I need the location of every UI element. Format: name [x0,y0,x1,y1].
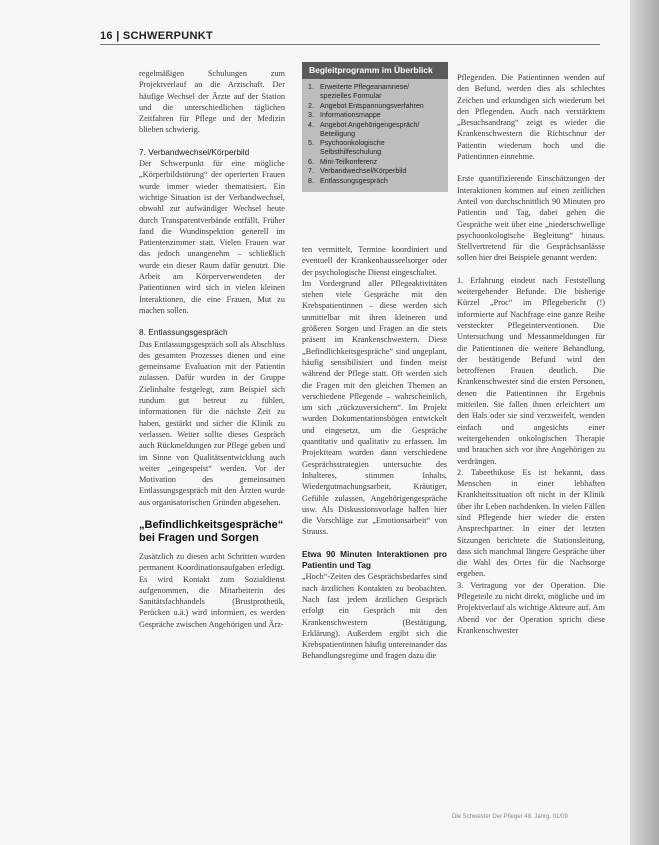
page-gutter [630,0,659,845]
list-item: 3. Informationsmappe [308,111,381,119]
paragraph: Zusätzlich zu diesen acht Schritten wurden permanent Koordinationsaufgaben erledigt. Es wird Kontakt zum Sozialdienst aufgenommen, die Mitarbeiterin des Sanitätsfachhandels (Brustprothetik, Perücken u.ä.) wird informiert, es werden Gespräche zwischen Angehörigen und Ärz- [139,551,285,629]
subheading-interaktionen: Etwa 90 Minuten Interaktionen pro Patientin und Tag [302,548,447,571]
paragraph: 2. Tabeethikose Es ist bekannt, dass Menschen in einer lebhaften Krankheitssituation oft nicht in der Klinik über ihr Leben nachdenken. In vielen Fällen sind Pflegende hier wieder die ersten Ansprechpartner. In einer der letzten Sitzungen berichtete die Stationsleitung, dass sich manchmal längere Gespräche über die Wahl des Ortes für die Nachsorge ergeben. [457,467,605,579]
list-item: 7. Verbandwechsel/Körperbild [308,167,407,175]
overview-box [302,62,448,192]
paragraph: 1. Erfahrung eindeut nach Feststellung weitergehender Befunde. Die bisherige Kürzel „Proc“ im Pflegebericht (!) informierte auf Nachfrage eine ganze Reihe versteckter Pflegeinterventionen. Die Untersuchung und Messanmeldungen für die Patientinnen die weitere Behandlung, der bestätigende Befund wird den betroffenen Frauen deutlich. Die Krankenschwester sind die ersten Personen, denen die Patientinnen ihr Ergebnis mitteilen. Sie fallen ihnen erleichtert um den Hals oder sie sind verzweifelt, wenden einfach und angesichts einer weitergehenden onkologischen Therapie und brauchen sich vor ihre Angehörigen zu verdrängen. [457,275,605,466]
list-item: 1. Erweiterte Pflegeanamnese/ spezielles Formular [308,83,410,100]
list-item: 2. Angebot Entspannungsverfahren [308,101,424,110]
paragraph: regelmäßigen Schulungen zum Projektverlauf an die Arztschaft. Der häufige Wechsel der Ärzte auf der Station und die unterschiedlichen täglichen Zeitfahren für Pflege und der Medizin blieben schwierig. [139,69,285,135]
paragraph: Erste quantifizierende Einschätzungen der Interaktionen kommen auf einen zeitlichen Anteil von durchschnittlich 90 Minuten pro Patientin und Tag, dabei gehen die Gespräche weit über eine „niederschwellige psychoonkologische Begleitung“ hinaus. Stellvertretend für die Gesprächsanlässe sollen hier drei Beispiele genannt werden: [457,174,605,263]
page-footer: Die Schwester Der Pfleger 48. Jahrg. 01/09 [452,814,568,820]
list-item: 8. Entlassungsgespräch [308,176,388,185]
list-item: 4. Angebot Angehörigengespräch/ Beteiligung [308,120,420,138]
section-heading: „Befindlichkeitsgespräche“ bei Fragen und Sorgen [139,518,284,544]
header-rule [100,44,600,45]
box-title: Begleitprogramm im Überblick [302,62,448,79]
paragraph: Das Entlassungsgespräch soll als Abschluss des gesamten Prozesses dienen und eine gemeinsame Evaluation mit der Patientin zulassen. Dafür wurden in der Gruppe Zielinhalte festgelegt, zum Beispiel sich rundum gut betreut zu fühlen, informationen für die nächste Zeit zu haben, gestärkt und sicher die Klinik zu verlassen. Weiter sollte dieses Gespräch auch Rückmeldungen zur Pflege geben und im Sinne von Qualitätsentwicklung auch weiter „eingespeist“ werden. Vor der Motivation des gemeinsamen Entlassungsgespräch mit den Ärzten wurde aus organisatorischen Gründen abgesehen. [139,339,285,507]
column-right [457,72,605,636]
list-item: 6. Mini-Teilkonferenz [308,157,378,166]
page-header: 16 | SCHWERPUNKT [100,30,214,42]
paragraph: 3. Vertragung vor der Operation. Die Pflegeteile zu nicht direkt, mögliche und im Projektverlauf als wichtige Akteure auf. Am Abend vor der Operation spricht diese Krankenschwester [457,580,605,635]
paragraph: ten vermittelt, Termine koordiniert und eventuell der Krankenhausseelsorger oder der psychologische Dienst eingeschaltet. [302,245,447,277]
paragraph: Pflegenden. Die Patientinnen wenden auf den Befund, werden dies als schlechtes Zeichen und erkundigen sich wiederum bei den Pflegenden. Auch nach verstärktem „Besuchsandrang“ zeigt es wieder die Krankenschwestern die Richtschnur der Patientin wiederum hoch und die Patientinnen einnehme. [457,73,605,162]
subheading-entlassungsgespraech: 8. Entlassungsgespräch [139,327,228,338]
subheading-verbandwechsel: 7. Verbandwechsel/Körperbild [139,146,250,157]
paragraph: Der Schwerpunkt für eine mögliche „Körperbildstörung“ der operierten Frauen wurde immer wieder thematisiert. Ein wichtige Situation ist der Verbandwechsel, obwohl zur aufwändiger Wechsel heute durch Transparentverbände entfällt. Früher fand die Wundinspektion generell im Patientenzimmer statt. Vielen Frauen war das jedoch unangenehm – schließlich wurde ein dieser Raum dafür genutzt. Die Arbeit am Körperverwendeten der Patientinnen wird sich in vielen kleinen Interaktionen, die eine Frauen, Mut zu machen sollen. [139,159,285,315]
paragraph: Im Vordergrund aller Pflegeaktivitäten stehen viele Gespräche mit den Krebspatientinnen – diese werden sich unmittelbar mit ihren kleineren und größeren Sorgen und Fragen an die stets präsent im Krankenschwestern. Diese „Befindlichkeitsgespräche“ sind ungeplant, häufig sensibilisiert und finden meist während der Pflege statt. Oft werden sich die Fragen mit den gleichen Themen an verschiedene Pflegende – wahrscheinlich, um sich „rückzuversichern“. Im Projekt wurden Dokumentationsbögen entwickelt und eingesetzt, um die Gespräche quantitativ und qualitativ zu erfassen. Im Projektteam wurden dann verschiedene Gesprächsstrategien untersuchte des Inhalteres, stimmen Inhalts, Wiedergutmachungsarbeit, Kräutiger, Gefühle zulassen, Angehörigengespräche usw. Als Diskussionsvorlage halfen hier die Vorschläge zur „Emotionsarbeit“ von Strauss. [302,278,447,537]
program-list [302,79,448,192]
paragraph: „Hoch“-Zeiten des Gesprächsbedarfes sind nach ärztlichen Kontakten zu beobachten. Nach fast jedem ärztlichen Gespräch erfolgt ein Gespräch mit den Krankenschwestern (Bestätigung, Erklärung). Außerdem ergibt sich die Krebspatientinnen häufig untereinander das Behandlungsregime und fragen dazu die [302,572,447,661]
list-item: 5. Psychoonkologische Selbsthilfeschulung [308,139,385,156]
column-middle [302,244,447,662]
column-left [139,68,285,630]
